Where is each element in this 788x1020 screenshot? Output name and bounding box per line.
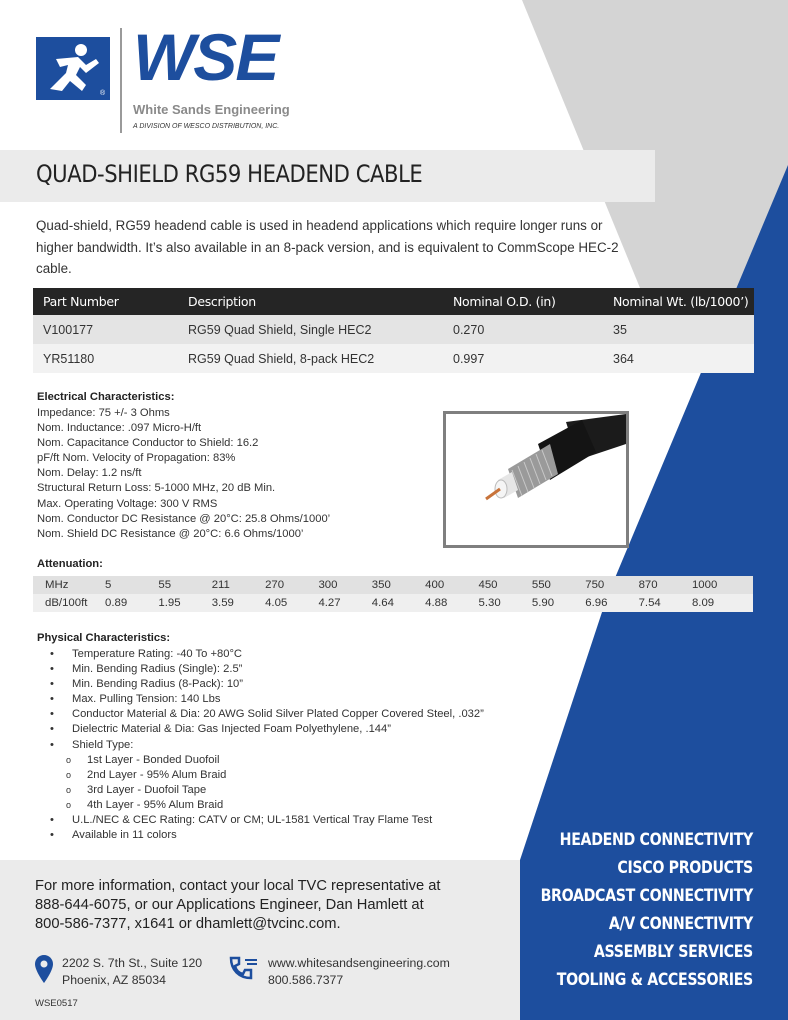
contact-line: 800-586-7377, x1641 or dhamlett@tvcinc.com. — [35, 915, 341, 932]
service-item: BROADCAST CONNECTIVITY — [540, 885, 753, 905]
contact-paragraph — [35, 877, 505, 933]
electrical-list — [37, 406, 330, 542]
cell-mhz: 300 — [318, 576, 371, 594]
item-text: 1st Layer - Bonded Duofoil — [87, 753, 220, 766]
item-text: 3rd Layer - Duofoil Tape — [87, 783, 207, 796]
physical-list — [50, 647, 484, 843]
cell-mhz: 211 — [212, 576, 265, 594]
cell-db: 4.88 — [425, 594, 478, 612]
cell-mhz: 5 — [105, 576, 158, 594]
attenuation-heading: Attenuation: — [37, 558, 103, 570]
spec-line: Nom. Conductor DC Resistance @ 20°C: 25.8 Ohms/1000’ — [37, 512, 331, 525]
item-text: Shield Type: — [72, 738, 134, 751]
list-item: • U.L./NEC & CEC Rating: CATV or CM; UL-1581 Vertical Tray Flame Test — [50, 814, 433, 827]
attenuation-table — [33, 576, 753, 612]
item-text: U.L./NEC & CEC Rating: CATV or CM; UL-1581 Vertical Tray Flame Test — [72, 814, 433, 827]
list-item: • Max. Pulling Tension: 140 Lbs — [50, 693, 221, 706]
cell-od: 0.270 — [443, 315, 603, 344]
cell-db: 5.30 — [479, 594, 532, 612]
cell-mhz: 450 — [479, 576, 532, 594]
list-item: • Shield Type: — [50, 738, 134, 751]
shield-layer-list — [50, 753, 484, 813]
spec-line: Structural Return Loss: 5-1000 MHz, 20 dB Min. — [37, 482, 276, 495]
sub-list-item: o 2nd Layer - 95% Alum Braid — [66, 768, 227, 781]
spec-line: Max. Operating Voltage: 300 V RMS — [37, 497, 218, 510]
spec-line: Nom. Shield DC Resistance @ 20°C: 6.6 Ohms/1000’ — [37, 527, 304, 540]
cell-db: 8.09 — [692, 594, 753, 612]
physical-heading: Physical Characteristics: — [37, 632, 171, 644]
location-pin-icon — [35, 955, 53, 983]
item-text: Available in 11 colors — [72, 829, 177, 842]
cell-mhz: 870 — [639, 576, 692, 594]
item-text: Max. Pulling Tension: 140 Lbs — [72, 693, 221, 706]
row-label: dB/100ft — [33, 594, 105, 612]
sub-list-item: o 4th Layer - 95% Alum Braid — [66, 798, 224, 811]
table-row — [33, 344, 754, 373]
parts-table-header — [33, 288, 754, 315]
cell-db: 7.54 — [639, 594, 692, 612]
cell-db: 0.89 — [105, 594, 158, 612]
service-item: TOOLING & ACCESSORIES — [556, 969, 753, 989]
cell-db: 3.59 — [212, 594, 265, 612]
item-text: Temperature Rating: -40 To +80°C — [72, 648, 242, 660]
spec-line: Nom. Inductance: .097 Micro-H/ft — [37, 422, 202, 435]
cell-weight: 35 — [603, 315, 754, 344]
row-label: MHz — [33, 576, 105, 594]
item-text: Min. Bending Radius (Single): 2.5” — [72, 663, 243, 676]
contact-line: For more information, contact your local TVC representative at — [35, 878, 441, 894]
list-item: • Min. Bending Radius (Single): 2.5” — [50, 663, 243, 676]
document-code: WSE0517 — [35, 998, 78, 1009]
phone-number: 800.586.7377 — [268, 973, 344, 987]
table-row — [33, 315, 754, 344]
list-item: • Dielectric Material & Dia: Gas Injected Foam Polyethylene, .144” — [50, 723, 391, 736]
header-weight: Nominal Wt. (lb/1000’) — [603, 288, 754, 315]
cell-mhz: 350 — [372, 576, 425, 594]
parts-table — [33, 288, 754, 373]
service-item: CISCO PRODUCTS — [617, 857, 753, 877]
sub-list-item: o 3rd Layer - Duofoil Tape — [66, 783, 207, 796]
logo-divider — [120, 28, 122, 133]
cell-weight: 364 — [603, 344, 754, 373]
header-od: Nominal O.D. (in) — [443, 288, 603, 315]
spec-line: Nom. Capacitance Conductor to Shield: 16.2 — [37, 437, 259, 450]
item-text: Conductor Material & Dia: 20 AWG Solid Silver Plated Copper Covered Steel, .032” — [72, 708, 484, 721]
cell-part-number: YR51180 — [33, 344, 178, 373]
address-block — [62, 955, 202, 989]
item-text: Min. Bending Radius (8-Pack): 10” — [72, 678, 243, 691]
website-link[interactable]: www.whitesandsengineering.com — [268, 956, 450, 970]
attenuation-row-db — [33, 594, 753, 612]
cell-description: RG59 Quad Shield, Single HEC2 — [178, 315, 443, 344]
division-text: A DIVISION OF WESCO DISTRIBUTION, INC. — [133, 123, 280, 130]
electrical-heading: Electrical Characteristics: — [37, 391, 175, 403]
item-text: 4th Layer - 95% Alum Braid — [87, 798, 224, 811]
cell-db: 1.95 — [158, 594, 211, 612]
cell-db: 4.05 — [265, 594, 318, 612]
item-text: Dielectric Material & Dia: Gas Injected Foam Polyethylene, .144” — [72, 723, 391, 736]
address-line: Phoenix, AZ 85034 — [62, 973, 166, 987]
company-name: White Sands Engineering — [133, 102, 290, 117]
runner-logo-icon — [36, 37, 110, 100]
intro-paragraph: Quad-shield, RG59 headend cable is used in headend applications which require longer runs or higher bandwidth. It’s also available in an 8-pack version, and is equivalent to CommScope HEC-2 cable. — [36, 218, 619, 276]
cell-mhz: 1000 — [692, 576, 753, 594]
item-text: 2nd Layer - 95% Alum Braid — [87, 768, 227, 781]
contact-line: 888-644-6075, or our Applications Engineer, Dan Hamlett at — [35, 896, 424, 913]
list-item: • Min. Bending Radius (8-Pack): 10” — [50, 678, 243, 691]
cable-photo — [443, 411, 629, 548]
list-item: • Temperature Rating: -40 To +80°C — [50, 648, 242, 660]
list-item: • Conductor Material & Dia: 20 AWG Solid Silver Plated Copper Covered Steel, .032” — [50, 708, 484, 721]
header-part-number: Part Number — [33, 288, 178, 315]
cell-mhz: 270 — [265, 576, 318, 594]
service-item: ASSEMBLY SERVICES — [593, 941, 753, 961]
spec-line: pF/ft Nom. Velocity of Propagation: 83% — [37, 452, 236, 465]
spec-line: Nom. Delay: 1.2 ns/ft — [37, 467, 142, 480]
phone-icon — [225, 956, 259, 982]
web-phone-block — [268, 955, 450, 989]
cell-db: 6.96 — [585, 594, 638, 612]
cell-part-number: V100177 — [33, 315, 178, 344]
spec-line: Impedance: 75 +/- 3 Ohms — [37, 407, 170, 419]
cell-od: 0.997 — [443, 344, 603, 373]
address-line: 2202 S. 7th St., Suite 120 — [62, 956, 203, 970]
page-title: QUAD-SHIELD RG59 HEADEND CABLE — [36, 160, 423, 188]
cell-mhz: 550 — [532, 576, 585, 594]
logo-wordmark: WSE — [133, 20, 278, 94]
attenuation-row-mhz — [33, 576, 753, 594]
cell-description: RG59 Quad Shield, 8-pack HEC2 — [178, 344, 443, 373]
sub-list-item — [50, 753, 484, 813]
sub-list-item: o 1st Layer - Bonded Duofoil — [66, 753, 220, 766]
services-list — [541, 826, 753, 993]
svg-text:®: ® — [100, 90, 106, 97]
cell-db: 4.64 — [372, 594, 425, 612]
list-item: • Available in 11 colors — [50, 829, 177, 842]
cell-db: 5.90 — [532, 594, 585, 612]
service-item: HEADEND CONNECTIVITY — [559, 830, 753, 849]
service-item: A/V CONNECTIVITY — [608, 913, 753, 933]
cell-mhz: 400 — [425, 576, 478, 594]
cell-mhz: 55 — [158, 576, 211, 594]
header-description: Description — [178, 288, 443, 315]
cell-mhz: 750 — [585, 576, 638, 594]
cell-db: 4.27 — [318, 594, 371, 612]
